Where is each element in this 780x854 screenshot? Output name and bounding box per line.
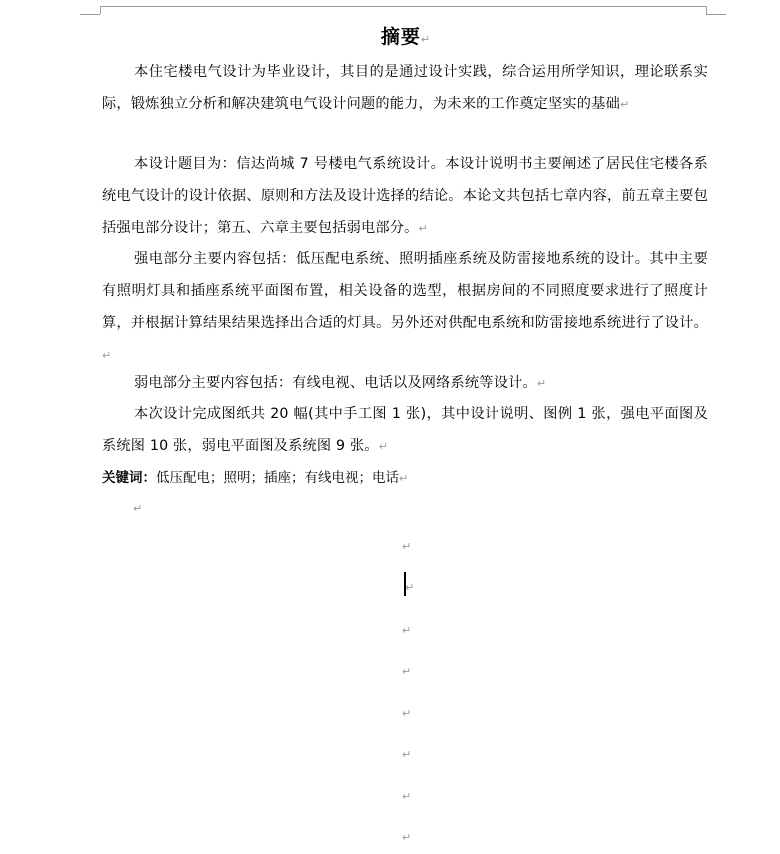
- keywords-label[interactable]: 关键词：: [102, 470, 156, 486]
- empty-paragraph-mark[interactable]: ↵: [133, 502, 143, 515]
- abstract-paragraph-1[interactable]: [102, 56, 708, 121]
- paragraph-mark: ↵: [418, 222, 428, 235]
- keywords-line[interactable]: [102, 462, 708, 495]
- margin-corner-left-vertical: [100, 6, 101, 14]
- empty-paragraph-mark[interactable]: ↵: [402, 665, 412, 678]
- margin-corner-right-vertical: [706, 6, 707, 14]
- abstract-title-text[interactable]: 摘要: [380, 26, 421, 48]
- empty-paragraph-mark[interactable]: ↵: [402, 707, 412, 720]
- paragraph-mark: ↵: [536, 377, 547, 390]
- paragraph-mark: ↵: [378, 440, 389, 453]
- empty-paragraph-mark[interactable]: ↵: [402, 540, 412, 553]
- paragraph-text[interactable]: 本住宅楼电气设计为毕业设计，其目的是通过设计实践，综合运用所学知识，理论联系实际，锻炼独立分析和解决建筑电气设计问题的能力，为未来的工作奠定坚实的基础: [102, 64, 708, 112]
- abstract-title[interactable]: [0, 22, 780, 49]
- paragraph-mark: ↵: [619, 98, 630, 111]
- margin-corner-left: [80, 14, 100, 15]
- empty-paragraph-mark[interactable]: ↵: [402, 624, 412, 637]
- abstract-paragraph-3[interactable]: [102, 243, 708, 372]
- paragraph-mark: ↵: [102, 349, 112, 362]
- paragraph-text[interactable]: 强电部分主要内容包括：低压配电系统、照明插座系统及防雷接地系统的设计。其中主要有照明灯具和插座系统平面图布置，相关设备的选型，根据房间的不同照度要求进行了照度计算，并根据计算结果结果选择出合适的灯具。另外还对供配电系统和防雷接地系统进行了设计。: [102, 251, 708, 331]
- abstract-paragraph-2[interactable]: [102, 148, 708, 245]
- empty-paragraph-mark[interactable]: ↵: [402, 790, 412, 803]
- keywords-text[interactable]: 低压配电；照明；插座；有线电视；电话: [156, 470, 399, 486]
- empty-paragraph-mark[interactable]: ↵: [402, 748, 412, 761]
- paragraph-text[interactable]: 弱电部分主要内容包括：有线电视、电话以及网络系统等设计。: [134, 375, 537, 391]
- empty-paragraph-mark[interactable]: ↵: [402, 831, 412, 844]
- empty-paragraph-mark[interactable]: ↵: [405, 581, 415, 594]
- paragraph-text[interactable]: 本设计题目为：信达尚城 7 号楼电气系统设计。本设计说明书主要阐述了居民住宅楼各系统电气设计的设计依据、原则和方法及设计选择的结论。本论文共包括七章内容，前五章主要包括强电部分设计；第五、六章主要包括弱电部分。: [102, 156, 708, 236]
- page-margin-guide-top: [100, 6, 706, 7]
- paragraph-text[interactable]: 本次设计完成图纸共 20 幅(其中手工图 1 张)，其中设计说明、图例 1 张，强电平面图及系统图 10 张，弱电平面图及系统图 9 张。: [102, 406, 708, 454]
- margin-corner-right: [706, 14, 726, 15]
- paragraph-mark: ↵: [420, 33, 432, 46]
- paragraph-mark: ↵: [399, 472, 409, 485]
- abstract-paragraph-4[interactable]: [102, 367, 708, 400]
- abstract-paragraph-5[interactable]: [102, 398, 708, 463]
